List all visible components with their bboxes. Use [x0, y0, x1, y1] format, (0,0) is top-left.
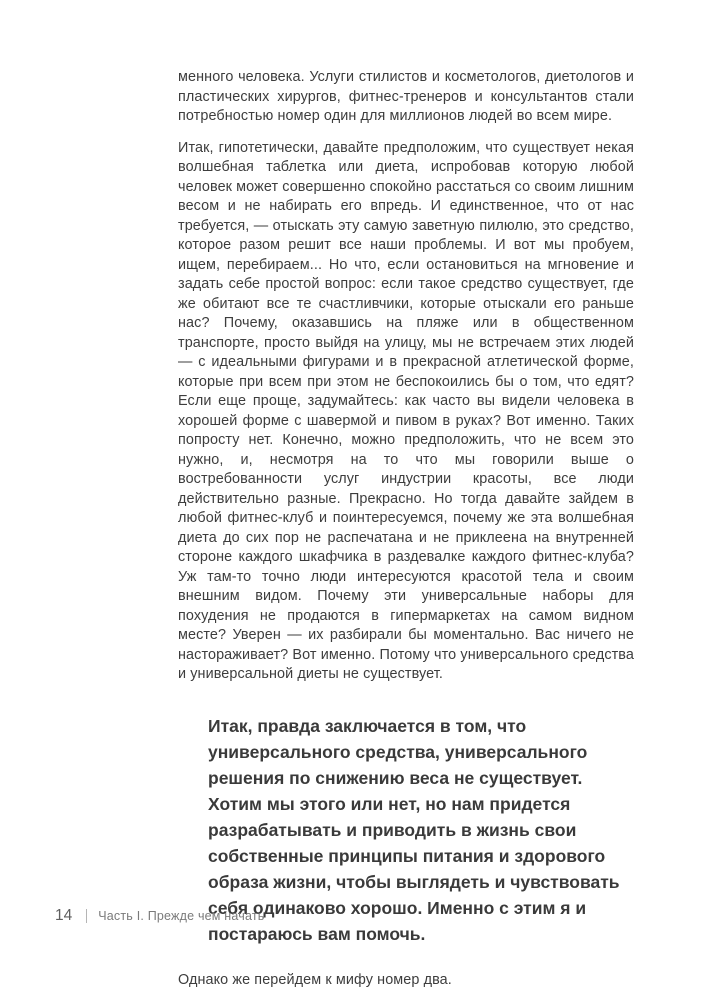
emphasized-quote-block: Итак, правда заключается в том, что универсального средства, универсального решения по снижению веса не существует. Хотим мы этого или нет, но нам придется разрабатывать и приводить в жизнь свои собственные принципы питания и здорового образа жизни, чтобы выглядеть и чувствовать себя одинаково хорошо. Именно с этим я и постараюсь вам помочь. — [208, 715, 620, 944]
running-title: Часть I. Прежде чем начать — [98, 909, 265, 923]
page-footer — [55, 907, 264, 925]
paragraph: Итак, гипотетически, давайте предположим, что существует некая волшебная таблетка или диета, испробовав которую любой человек может совершенно спокойно расстаться со своим лишним весом и не набирать его впредь. И единственное, что от нас требуется, — отыскать эту самую заветную пилюлю, это средство, которое разом решит все наши проблемы. И вот мы пробуем, ищем, перебираем... Но что, если остановиться на мгновение и задать себе простой вопрос: если такое средство существует, где же обитают все те счастливчики, которые отыскали его раньше нас? Почему, оказавшись на пляже или в общественном транспорте, просто выйдя на улицу, мы не встречаем этих людей — с идеальными фигурами и в прекрасной атлетической форме, которые при всем при этом не беспокоились бы о том, что едят? Если еще проще, задумайтесь: как часто вы видели человека в хорошей форме с шавермой и пивом в руках? Вот именно. Таких попросту нет. Конечно, можно предположить, что не всем это нужно, и, несмотря на то что мы говорили выше о востребованности услуг индустрии красоты, все люди действительно разные. Прекрасно. Но тогда давайте зайдем в любой фитнес-клуб и поинтересуемся, почему же эта волшебная диета до сих пор не распечатана и не приклеена на внутренней стороне каждого шкафчика в раздевалке каждого фитнес-клуба? Уж там-то точно люди интересуются красотой тела и своим внешним видом. Почему эти универсальные наборы для похудения не продаются в гипермаркетах на самом видном месте? Уверен — их разбирали бы моментально. Вас ничего не настораживает? Вот именно. Потому что универсального средства и универсальной диеты не существует. — [178, 139, 634, 682]
paragraph: менного человека. Услуги стилистов и косметологов, диетологов и пластических хирургов, фитнес-тренеров и консультантов стали потребностью номер один для миллионов людей во всем мире. — [178, 69, 634, 124]
closing-paragraph: Однако же перейдем к мифу номер два. — [178, 971, 452, 988]
body-text — [178, 68, 634, 1001]
page-number: 14 — [55, 907, 73, 924]
footer-divider — [86, 909, 87, 923]
